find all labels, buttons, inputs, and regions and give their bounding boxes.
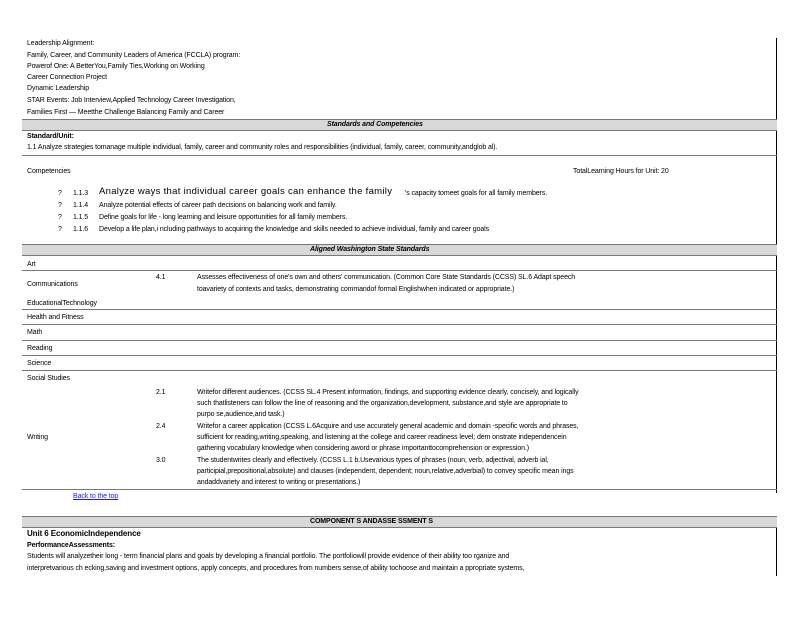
subject-writing: Writing bbox=[27, 434, 48, 441]
competency-number: 1.1.3 bbox=[73, 190, 89, 197]
subject-communications: Communications bbox=[27, 281, 78, 288]
subject-health: Health and Fitness bbox=[27, 314, 84, 321]
standard-text: Writefor different audiences. (CCSS SL.4 Present information, findings, and supporting evidence clearly, concisely, and logically bbox=[197, 389, 579, 396]
subject-reading: Reading bbox=[27, 345, 53, 352]
alignment-line: Family, Career, and Community Leaders of America (FCCLA) program: bbox=[27, 52, 241, 59]
competency-text-tail: 's capacity tomeet goals for all family members. bbox=[405, 190, 548, 197]
leadership-alignment-heading: Leadership Alignment: bbox=[27, 40, 95, 47]
standard-text: gathering vocabulary knowledge when considering aword or phrase importanttocomprehension or expression.) bbox=[197, 445, 530, 452]
divider bbox=[22, 370, 777, 371]
standard-text: toavariety of contexts and tasks, demonstrating commandof formal Englishwhen indicated or appropriate.) bbox=[197, 286, 515, 293]
standard-number: 4.1 bbox=[156, 274, 166, 281]
back-to-top-link[interactable]: Back to the top bbox=[73, 493, 119, 500]
divider bbox=[22, 355, 777, 356]
standard-text: andaddvariety and interest to writing or presentations.) bbox=[197, 479, 361, 486]
competency-text: Define goals for life - long learning and leisure opportunities for all family members. bbox=[99, 214, 348, 221]
components-band bbox=[22, 516, 777, 528]
alignment-line: Dynamic Leadership bbox=[27, 85, 90, 92]
unit-title: Unit 6 EconomicIndependence bbox=[27, 529, 141, 538]
subject-art: Art bbox=[27, 261, 36, 268]
competency-text: Analyze potential effects of career path decisions on balancing work and family. bbox=[99, 202, 337, 209]
divider bbox=[22, 489, 777, 490]
competency-text: Develop a life plan,i ncluding pathways to acquiring the knowledge and skills needed to achieve individual, family and career goals bbox=[99, 226, 490, 233]
divider bbox=[22, 155, 777, 156]
subject-educational-technology: EducationalTechnology bbox=[27, 300, 97, 307]
alignment-line: Powerof One: A BetterYou,Family Ties,Working on Working bbox=[27, 63, 205, 70]
standard-unit-text: 1.1 Analyze strategies tomanage multiple individual, family, career and community roles and responsibilities (individual, family, career, community,andglob al). bbox=[27, 144, 498, 151]
standards-band bbox=[22, 119, 777, 131]
standard-text: purpo se,audience,and task.) bbox=[197, 411, 285, 418]
standard-number: 2.1 bbox=[156, 389, 166, 396]
performance-assessments-label: PerformanceAssessments: bbox=[27, 542, 115, 549]
competency-number: 1.1.5 bbox=[73, 214, 89, 221]
bullet-glyph: ? bbox=[58, 226, 62, 233]
total-learning-hours: TotalLearning Hours for Unit: 20 bbox=[573, 168, 669, 175]
competency-number: 1.1.4 bbox=[73, 202, 89, 209]
alignment-line: Families First — Meetthe Challenge Balancing Family and Career bbox=[27, 109, 225, 116]
assessment-text: Students will analyzetheir long - term financial plans and goals by developing a financial portfolio. The portfoliowill provide evidence of their ability too rganize and bbox=[27, 553, 510, 560]
standard-number: 3.0 bbox=[156, 457, 166, 464]
assessment-text: interpretvarious ch ecking,saving and investment options, apply concepts, and procedures from numbers sense,of ability tochoose and maintain a ppropriate systems, bbox=[27, 565, 525, 572]
subject-social-studies: Social Studies bbox=[27, 375, 70, 382]
divider bbox=[22, 324, 777, 325]
competencies-label: Competencies bbox=[27, 168, 71, 175]
competency-text: Analyze ways that individual career goals can enhance the family bbox=[99, 186, 393, 197]
standard-text: Assesses effectiveness of one's own and others' communication. (Common Core State Standards (CCSS) SL.6 Adapt speech bbox=[197, 274, 576, 281]
subject-science: Science bbox=[27, 360, 52, 367]
bullet-glyph: ? bbox=[58, 202, 62, 209]
standard-text: Writefor a career application (CCSS L.6Acquire and use accurately general academic and domain -specific words and phrases, bbox=[197, 423, 579, 430]
bullet-glyph: ? bbox=[58, 214, 62, 221]
right-border bbox=[776, 38, 777, 493]
competency-number: 1.1.6 bbox=[73, 226, 89, 233]
standards-header: Standards and Competencies bbox=[327, 121, 423, 128]
divider bbox=[22, 309, 777, 310]
alignment-line: Career Connection Project bbox=[27, 74, 107, 81]
standard-number: 2.4 bbox=[156, 423, 166, 430]
standard-text: participial,prepositional,absolute) and clauses (independent, dependent; noun,relative,adverbial) to convey specific mean ings bbox=[197, 468, 574, 475]
standard-text: such thatlisteners can follow the line of reasoning and the organization,development, substance,and style are appropriate to bbox=[197, 400, 568, 407]
standard-text: sufficient for reading,writing,speaking, and listening at the college and career readiness level; dem onstrate independencein bbox=[197, 434, 567, 441]
subject-math: Math bbox=[27, 329, 43, 336]
alignment-line: STAR Events: Job Interview,Applied Technology Career Investigation, bbox=[27, 97, 236, 104]
divider bbox=[22, 340, 777, 341]
standard-unit-label: Standard/Unit: bbox=[27, 133, 74, 140]
divider bbox=[22, 270, 777, 271]
aligned-header: Aligned Washington State Standards bbox=[310, 246, 430, 253]
bullet-glyph: ? bbox=[58, 190, 62, 197]
aligned-band bbox=[22, 244, 777, 256]
standard-text: The studentwrites clearly and effectively. (CCSS L.1 b.Usevarious types of phrases (noun, verb, adjectival, adverb ial, bbox=[197, 457, 549, 464]
components-header: COMPONENT S ANDASSE SSMENT S bbox=[310, 518, 433, 525]
